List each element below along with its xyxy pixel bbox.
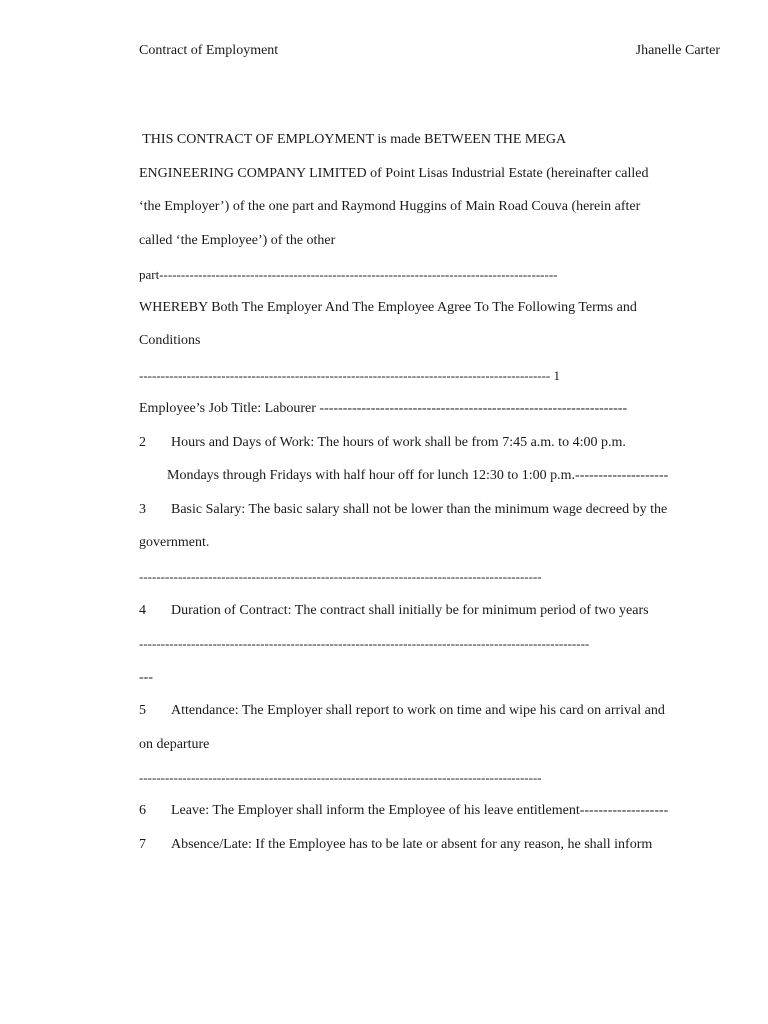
clause-text: Duration of Contract: The contract shall initially be for minimum period of two years	[171, 603, 649, 618]
divider-line: --------------------------------------------------------------------------------------------------------	[139, 636, 590, 651]
clause-number: 3	[139, 502, 146, 517]
contract-line: WHEREBY Both The Employer And The Employee Agree To The Following Terms and	[139, 300, 637, 315]
divider-line: ----------------------------------------------------------------------------------------------- 1	[139, 368, 561, 383]
clause-attendance	[139, 703, 665, 719]
contract-line: Conditions	[139, 333, 201, 348]
divider-line: ---------------------------------------------------------------------------------------------	[139, 770, 542, 785]
contract-line: government.	[139, 535, 210, 550]
clause-leave	[139, 803, 668, 819]
clause-salary	[139, 502, 667, 518]
clause-number: 6	[139, 803, 146, 818]
clause-hours-cont: Mondays through Fridays with half hour off for lunch 12:30 to 1:00 p.m.--------------------	[167, 468, 669, 483]
contract-line: called ‘the Employee’) of the other	[139, 233, 336, 248]
divider-line: ---------------------------------------------------------------------------------------------	[139, 569, 542, 584]
clause-number: 5	[139, 703, 146, 718]
clause-text: Leave: The Employer shall inform the Employee of his leave entitlement-------------------	[171, 803, 669, 818]
clause-text: Basic Salary: The basic salary shall not be lower than the minimum wage decreed by the	[171, 502, 668, 517]
clause-duration	[139, 603, 649, 619]
clause-number: 2	[139, 435, 146, 450]
clause-text: Hours and Days of Work: The hours of work shall be from 7:45 a.m. to 4:00 p.m.	[171, 435, 626, 450]
clause-absence	[139, 837, 652, 853]
clause-number: 4	[139, 603, 146, 618]
clause-text: Attendance: The Employer shall report to work on time and wipe his card on arrival and	[171, 703, 665, 718]
divider-line: ---	[139, 670, 153, 685]
clause-text: Absence/Late: If the Employee has to be late or absent for any reason, he shall inform	[171, 837, 653, 852]
contract-line: ENGINEERING COMPANY LIMITED of Point Lisas Industrial Estate (hereinafter called	[139, 166, 649, 181]
clause-number: 7	[139, 837, 146, 852]
contract-line: on departure	[139, 737, 210, 752]
header-author: Jhanelle Carter	[635, 43, 720, 58]
contract-line: ‘the Employer’) of the one part and Raymond Huggins of Main Road Couva (herein after	[139, 199, 641, 214]
header-title: Contract of Employment	[139, 43, 279, 58]
contract-line: THIS CONTRACT OF EMPLOYMENT is made BETWEEN THE MEGA	[139, 132, 567, 147]
clause-job-title: Employee’s Job Title: Labourer ------------------------------------------------------------------	[139, 401, 628, 416]
clause-hours	[139, 435, 626, 451]
contract-line: part--------------------------------------------------------------------------------------------	[139, 267, 558, 282]
